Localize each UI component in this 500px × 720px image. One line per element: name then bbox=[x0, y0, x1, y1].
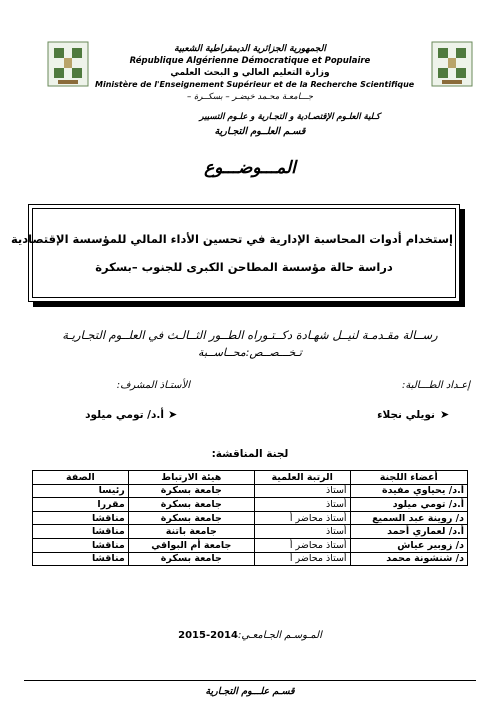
member-rank: أستاذ bbox=[254, 498, 350, 512]
republic-french: République Algérienne Démocratique et Populaire bbox=[129, 56, 371, 66]
member-name: أ.د/ يحياوي مفيدة bbox=[350, 484, 467, 498]
title-box bbox=[10, 204, 460, 302]
member-role: رئيسا bbox=[33, 484, 129, 498]
member-name: أ.د/ تومي ميلود bbox=[350, 498, 467, 512]
table-row bbox=[33, 525, 468, 539]
faculty-name: كـلية العلـوم الإقتصـادية و التجـارية و علـوم التسيير bbox=[199, 112, 380, 122]
member-rank: أستاذ محاضر أ bbox=[254, 552, 350, 566]
member-institution: جامعة أم البواقي bbox=[128, 538, 254, 552]
republic-arabic: الجمهورية الجزائرية الديمقراطية الشعبية bbox=[174, 44, 326, 54]
table-row bbox=[33, 552, 468, 566]
header-role: الصفة bbox=[33, 471, 129, 485]
academic-year bbox=[170, 630, 330, 641]
bullet-arrow-icon: ➤ bbox=[168, 408, 178, 421]
member-institution: جامعة بسكرة bbox=[128, 552, 254, 566]
university-arabic: جـــامعـة محـمد خيضـر – بسكــرة – bbox=[186, 92, 314, 102]
table-row bbox=[33, 511, 468, 525]
member-name: د/ زوبير عياش bbox=[350, 538, 467, 552]
member-rank: أستاذ bbox=[254, 484, 350, 498]
committee-title: لجنة المناقشة: bbox=[211, 448, 289, 460]
footer-department: قسـم علـــوم التجـارية bbox=[205, 686, 295, 697]
member-rank: أستاذ محاضر أ bbox=[254, 511, 350, 525]
member-institution: جامعة باتنة bbox=[128, 525, 254, 539]
member-institution: جامعة بسكرة bbox=[128, 498, 254, 512]
member-role: مقررا bbox=[33, 498, 129, 512]
table-row bbox=[33, 484, 468, 498]
member-role: مناقشا bbox=[33, 552, 129, 566]
member-name: أ.د/ لعماري أحمد bbox=[350, 525, 467, 539]
thesis-degree: رســالة مقـدمـة لنيــل شهـادة دكــتـوراه الطــور الثــالـث في العلــوم التجـاريـة bbox=[62, 328, 438, 342]
department-name: قسـم العلــوم التجـارية bbox=[214, 126, 306, 137]
member-role: مناقشا bbox=[33, 538, 129, 552]
university-logo-right bbox=[428, 38, 476, 90]
member-institution: جامعة بسكرة bbox=[128, 511, 254, 525]
academic-year-label: المـوسـم الجـامعـي: bbox=[237, 630, 322, 641]
member-role: مناقشا bbox=[33, 511, 129, 525]
thesis-title-line2: دراسة حالة مؤسسة المطاحن الكبرى للجنوب –بسكرة bbox=[95, 260, 393, 274]
committee-table bbox=[32, 470, 468, 566]
bullet-arrow-icon: ➤ bbox=[440, 408, 450, 421]
footer-divider bbox=[24, 680, 476, 681]
university-logo-left bbox=[44, 38, 92, 90]
thesis-specialty: تـخـــصــص:محــاســبة bbox=[198, 346, 302, 359]
subject-label: المـــوضـــوع bbox=[204, 158, 296, 178]
table-row bbox=[33, 538, 468, 552]
table-row bbox=[33, 498, 468, 512]
student-label: إعـداد الطـــالبة: bbox=[402, 380, 470, 391]
member-name: د/ شنشونة محمد bbox=[350, 552, 467, 566]
student-name: نويلي نجلاء bbox=[377, 409, 435, 421]
ministry-arabic: وزارة التعليم العالي و البحث العلمي bbox=[170, 68, 330, 78]
supervisor-name: أ.د/ تومي ميلود bbox=[85, 409, 164, 421]
member-rank: أستاذ bbox=[254, 525, 350, 539]
member-institution: جامعة بسكرة bbox=[128, 484, 254, 498]
thesis-title-line1: إستخدام أدوات المحاسبة الإدارية في تحسين الأداء المالي للمؤسسة الإقتصادية bbox=[10, 232, 453, 246]
member-role: مناقشا bbox=[33, 525, 129, 539]
header-institution: هيئة الارتباط bbox=[128, 471, 254, 485]
ministry-french: Ministère de l'Enseignement Supérieur et de la Recherche Scientifique bbox=[95, 80, 415, 89]
header-rank: الرتبة العلمية bbox=[254, 471, 350, 485]
academic-year-value: 2015-2014 bbox=[178, 630, 238, 641]
header-members: أعضاء اللجنة bbox=[350, 471, 467, 485]
member-rank: أستاذ محاضر أ bbox=[254, 538, 350, 552]
supervisor-label: الأستـاذ المشرف: bbox=[116, 380, 190, 391]
table-header-row bbox=[33, 471, 468, 485]
member-name: د/ روينة عبد السميع bbox=[350, 511, 467, 525]
